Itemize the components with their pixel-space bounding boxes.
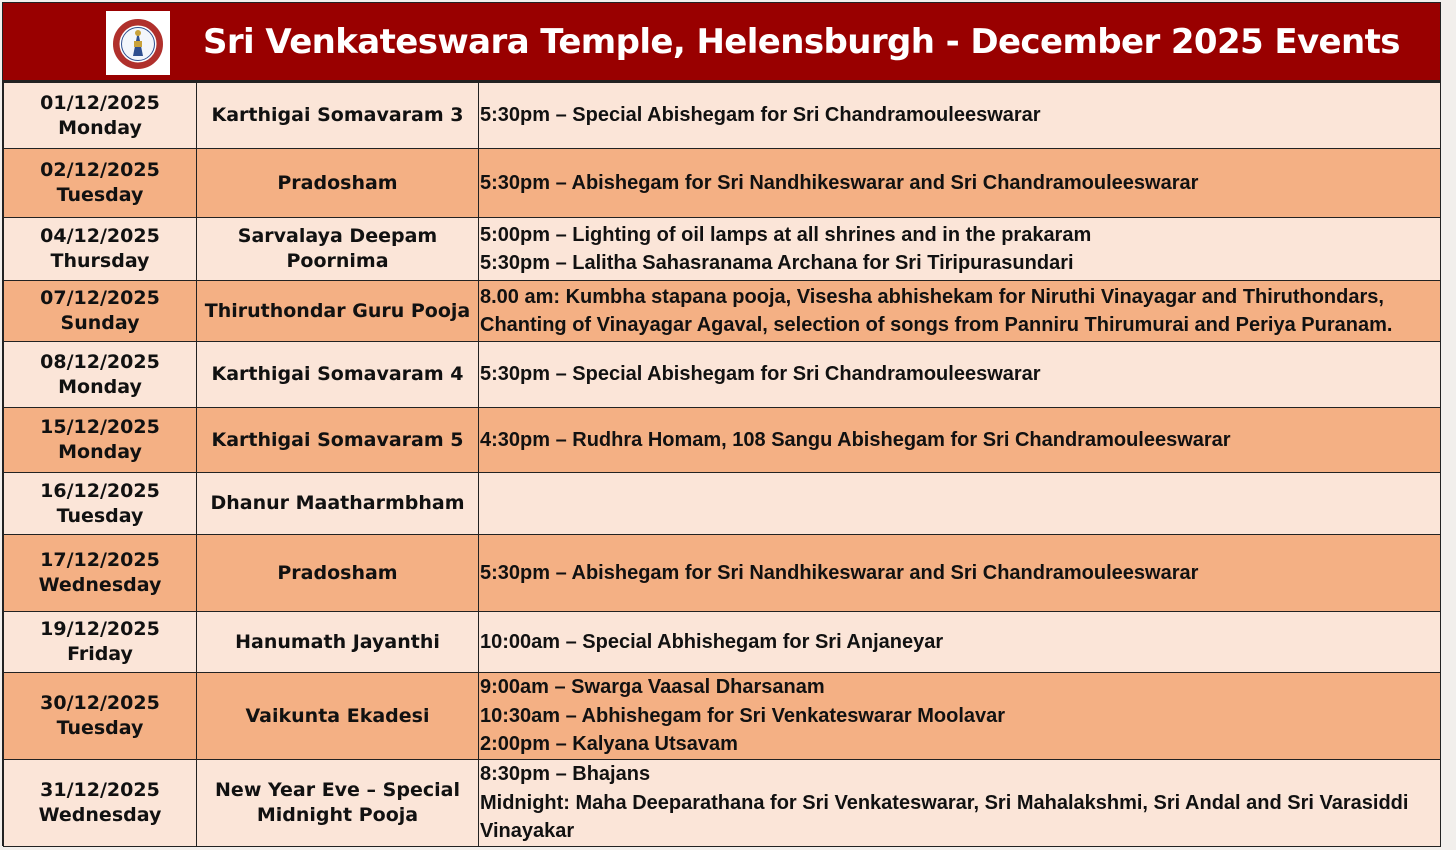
- event-name: Pradosham: [197, 535, 479, 612]
- detail-line: 10:30am – Abhishegam for Sri Venkateswarar Moolavar: [480, 704, 1006, 727]
- date-cell: [4, 535, 197, 612]
- event-row: [4, 673, 1441, 760]
- date-cell: [4, 83, 197, 149]
- date-cell: [4, 612, 197, 673]
- event-day: Tuesday: [56, 184, 144, 206]
- event-date: 30/12/2025: [40, 692, 160, 714]
- details-cell: [479, 408, 1441, 473]
- event-day: Wednesday: [38, 803, 162, 826]
- date-cell: [4, 673, 197, 760]
- detail-line: Midnight: Maha Deeparathana for Sri Venkateswarar, Sri Mahalakshmi, Sri Andal and Sri Varasiddi Vinayakar: [480, 791, 1409, 842]
- event-row: [4, 149, 1441, 218]
- event-date: 01/12/2025: [40, 91, 160, 114]
- event-date: 04/12/2025: [40, 225, 160, 247]
- detail-line: 2:00pm – Kalyana Utsavam: [480, 733, 738, 756]
- details-cell: [479, 281, 1441, 342]
- event-row: [4, 218, 1441, 281]
- date-cell: [4, 473, 197, 535]
- event-name: New Year Eve – Special Midnight Pooja: [197, 760, 479, 847]
- detail-line: 5:30pm – Special Abishegam for Sri Chandramouleeswarar: [480, 363, 1041, 386]
- details-cell: [479, 535, 1441, 612]
- event-row: [4, 760, 1441, 847]
- event-day: Sunday: [60, 312, 140, 334]
- event-day: Monday: [58, 441, 142, 463]
- event-date: 08/12/2025: [40, 350, 160, 373]
- event-day: Monday: [58, 375, 142, 398]
- event-day: Friday: [67, 643, 133, 665]
- date-cell: [4, 408, 197, 473]
- event-row: [4, 473, 1441, 535]
- detail-line: 5:30pm – Special Abishegam for Sri Chandramouleeswarar: [480, 104, 1041, 127]
- event-row: [4, 408, 1441, 473]
- event-date: 07/12/2025: [40, 287, 160, 309]
- detail-line: 5:30pm – Abishegam for Sri Nandhikeswarar and Sri Chandramouleeswarar: [480, 561, 1199, 584]
- temple-logo: [106, 11, 170, 75]
- event-name: Thiruthondar Guru Pooja: [197, 281, 479, 342]
- event-name: Karthigai Somavaram 4: [197, 342, 479, 408]
- event-date: 02/12/2025: [40, 159, 160, 181]
- event-day: Tuesday: [56, 717, 144, 739]
- event-row: [4, 535, 1441, 612]
- event-name: Karthigai Somavaram 3: [197, 83, 479, 149]
- detail-line: 8.00 am: Kumbha stapana pooja, Visesha abhishekam for Niruthi Vinayagar and Thiruthondars,: [480, 285, 1384, 308]
- event-name: Vaikunta Ekadesi: [197, 673, 479, 760]
- event-row: [4, 281, 1441, 342]
- event-day: Monday: [58, 116, 142, 139]
- event-name: Dhanur Maatharmbham: [197, 473, 479, 535]
- detail-line: 5:30pm – Lalitha Sahasranama Archana for Sri Tiripurasundari: [480, 252, 1074, 274]
- details-cell: [479, 83, 1441, 149]
- details-cell: [479, 218, 1441, 281]
- detail-line: 10:00am – Special Abhishegam for Sri Anjaneyar: [480, 630, 944, 653]
- date-cell: [4, 281, 197, 342]
- detail-line: 4:30pm – Rudhra Homam, 108 Sangu Abishegam for Sri Chandramouleeswarar: [480, 428, 1231, 451]
- detail-line: 5:30pm – Abishegam for Sri Nandhikeswarar and Sri Chandramouleeswarar: [480, 171, 1199, 194]
- event-date: 19/12/2025: [40, 618, 160, 640]
- date-cell: [4, 760, 197, 847]
- event-date: 17/12/2025: [40, 549, 160, 571]
- event-day: Thursday: [50, 250, 150, 272]
- event-date: 15/12/2025: [40, 416, 160, 438]
- events-poster: [2, 2, 1441, 846]
- event-name: Karthigai Somavaram 5: [197, 408, 479, 473]
- event-day: Wednesday: [38, 574, 162, 596]
- event-date: 31/12/2025: [40, 778, 160, 801]
- event-name: Pradosham: [197, 149, 479, 218]
- date-cell: [4, 149, 197, 218]
- event-row: [4, 83, 1441, 149]
- detail-line: 5:00pm – Lighting of oil lamps at all shrines and in the prakaram: [480, 223, 1092, 246]
- details-cell: [479, 342, 1441, 408]
- detail-line: 8:30pm – Bhajans: [480, 763, 651, 785]
- details-cell: [479, 149, 1441, 218]
- event-row: [4, 612, 1441, 673]
- detail-line: Chanting of Vinayagar Agaval, selection of songs from Panniru Thirumurai and Periya Puranam.: [480, 314, 1393, 336]
- detail-line: 9:00am – Swarga Vaasal Dharsanam: [480, 676, 825, 699]
- event-day: Tuesday: [56, 504, 144, 527]
- details-cell: [479, 760, 1441, 847]
- details-cell: [479, 673, 1441, 760]
- event-row: [4, 342, 1441, 408]
- event-name: Hanumath Jayanthi: [197, 612, 479, 673]
- event-name: Sarvalaya Deepam Poornima: [197, 218, 479, 281]
- page-title: Sri Venkateswara Temple, Helensburgh - December 2025 Events: [203, 22, 1400, 62]
- header-banner: [3, 3, 1440, 82]
- events-table: [3, 82, 1441, 847]
- details-cell: [479, 612, 1441, 673]
- date-cell: [4, 342, 197, 408]
- event-date: 16/12/2025: [40, 479, 160, 502]
- details-cell: [479, 473, 1441, 535]
- date-cell: [4, 218, 197, 281]
